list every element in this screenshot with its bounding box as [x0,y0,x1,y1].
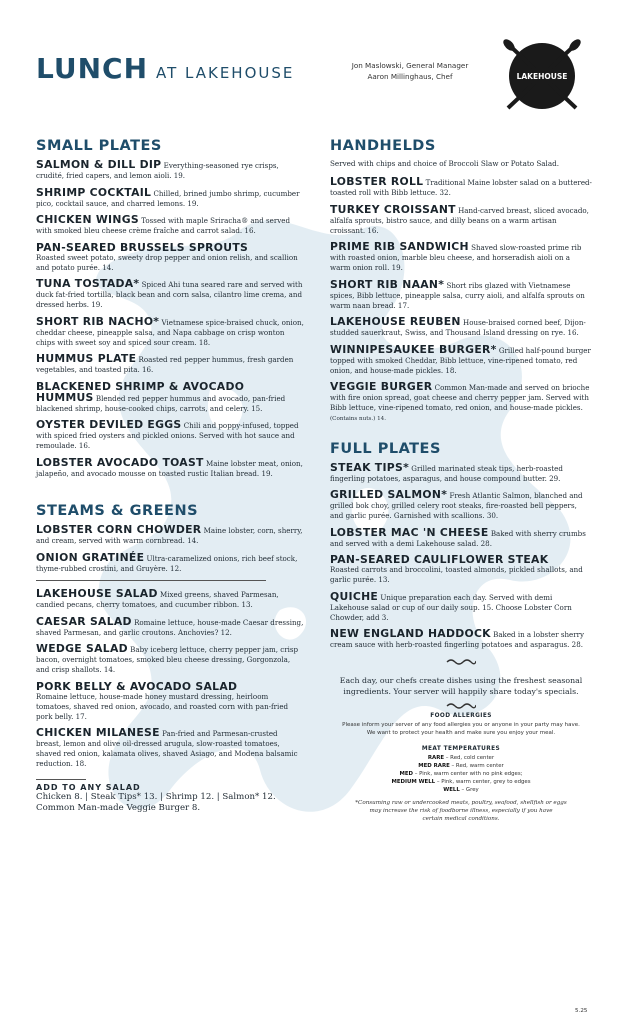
wave-divider-icon [446,657,476,665]
menu-item: HUMMUS PLATE Roasted red pepper hummus, fresh garden vegetables, and toasted pita. 16. [36,352,294,374]
temp-row: MEDIUM WELL – Pink, warm center, grey to edges [391,779,531,786]
addon-divider [36,779,86,780]
menu-version: 5.25 [575,1008,588,1014]
allergy-line: Please inform your server of any food allergies you or anyone in your party may have. [342,721,580,728]
menu-item: SHRIMP COCKTAIL Chilled, brined jumbo shrimp, cucumber pico, cocktail sauce, and charred lemons. 19. [36,185,300,208]
menu-item: ONION GRATINÉE Ultra-caramelized onions, rich beef stock, thyme-rubbed crostini, and Gruyère. 12. [36,550,298,573]
menu-item: LOBSTER CORN CHOWDER Maine lobster, corn, sherry, and cream, served with warm cornbread. 14. [36,523,303,545]
menu-item: BLACKENED SHRIMP & AVOCADO HUMMUS Blended red pepper hummus and avocado, pan-fried blackened shrimp, house-cooked chips, carrots, and celery. 15. [36,379,286,413]
menu-item: LAKEHOUSE SALAD Mixed greens, shaved Parmesan, candied pecans, cherry tomatoes, and cucumber ribbon. 13. [36,587,279,609]
chef: Aaron Millinghaus, Chef [367,72,453,81]
menu-item: WINNIPESAUKEE BURGER* Grilled half-pound burger topped with smoked Cheddar, Bibb lettuce, vine-ripened tomato, red onion, and house-made pickles. 18. [330,342,591,375]
menu-item: STEAK TIPS* Grilled marinated steak tips, herb-roasted fingerling potatoes, asparagus, and house compound butter. 29. [330,460,563,483]
general-manager: Jon Maslowski, General Manager [351,61,469,70]
meat-temperature-list [330,754,592,795]
addon-line: Common Man-made Veggie Burger 8. [36,803,201,813]
menu-item: CAESAR SALAD Romaine lettuce, house-made Caesar dressing, shaved Parmesan, and garlic croutons. Anchovies? 12. [36,614,304,637]
menu-item: OYSTER DEVILED EGGS Chili and poppy-infused, topped with spiced fried oysters and pickled onions. Served with hot sauce and remoulade. 16. [36,418,299,450]
menu-item: LOBSTER MAC 'N CHEESE Baked with sherry crumbs and served with a demi Lakehouse salad. 28. [330,525,586,548]
menu-item: SHORT RIB NAAN* Short ribs glazed with Vietnamese spices, Bibb lettuce, pineapple salsa, curry aioli, and alfalfa sprouts on warm naan bread. 17. [330,277,585,310]
menu-item: GRILLED SALMON* Fresh Atlantic Salmon, blanched and grilled bok choy, grilled celery root steaks, fire-roasted bell peppers, and garlic purée. Garnished with scallions. 30. [330,488,583,520]
temp-row: MED RARE – Red, warm center [418,762,504,769]
food-allergies-title: FOOD ALLERGIES [430,712,492,719]
menu-item: SALMON & DILL DIP Everything-seasoned rye crisps, crudité, fried capers, and lemon aioli. 19. [36,158,279,180]
small-plates-title: SMALL PLATES [36,138,162,154]
handhelds-title: HANDHELDS [330,138,436,154]
section-divider [36,580,266,581]
menu-item: QUICHE Unique preparation each day. Served with demi Lakehouse salad or cup of our daily soup. 15. Choose Lobster Corn Chowder, add 3. [330,589,572,622]
menu-item: NEW ENGLAND HADDOCK Baked in a lobster sherry cream sauce with herb-roasted fingerling potatoes and asparagus. 28. [330,627,585,649]
lakehouse-logo-icon [500,38,584,114]
menu-item: VEGGIE BURGER Common Man-made and served on brioche with fire onion spread, goat cheese and cherry pepper jam. Served with Bibb lettuce, vine-ripened tomato, red onion, and house-made pickles. (Contains nuts.) 14. [330,380,590,422]
menu-item: PORK BELLY & AVOCADO SALAD Romaine lettuce, house-made honey mustard dressing, heirloom tomatoes, shaved red onion, avocado, and roasted corn with pan-fried pork belly. 17. [36,679,289,721]
menu-item: TUNA TOSTADA* Spiced Ahi tuna seared rare and served with duck fat-fried tortilla, black bean and corn salsa, cilantro lime crema, and dressed herbs. 19. [36,277,303,309]
menu-title [36,52,294,85]
menu-item: LOBSTER ROLL Traditional Maine lobster salad on a buttered-toasted roll with Bibb lettuce. 32. [330,175,592,197]
full-plates-title: FULL PLATES [330,440,441,457]
temp-row: WELL – Grey [443,787,479,794]
right-column [330,138,592,823]
menu-item: CHICKEN MILANESE Pan-fried and Parmesan-crusted breast, lemon and olive oil-dressed arugula, slow-roasted tomatoes, shaved red onion, kalamata olives, shaved Asiago, and Modena balsamic reduction. 18. [36,726,298,768]
menu-item: PAN-SEARED BRUSSELS SPROUTS Roasted sweet potato, sweety drop pepper and onion relish, and scallion and potato purée. 14. [36,240,298,272]
handhelds-subtitle: Served with chips and choice of Broccoli Slaw or Potato Salad. [330,159,560,168]
title-lunch: LUNCH [36,52,148,85]
addon-title: ADD TO ANY SALAD [36,783,141,792]
daily-specials-text: Each day, our chefs create dishes using the freshest seasonal ingredients. Your server will happily share today's specials. [339,675,583,696]
menu-item: PRIME RIB SANDWICH Shaved slow-roasted prime rib with roasted onion, marble bleu cheese, and horseradish aioli on a warm onion roll. 19. [330,240,582,272]
wave-divider-icon [446,701,476,709]
meat-temperatures-title: MEAT TEMPERATURES [421,745,501,752]
menu-item: CHICKEN WINGS Tossed with maple Sriracha® and served with smoked bleu cheese crème fraîche and carrot salad. 16. [36,213,291,235]
allergy-line: We want to protect your health and make sure you enjoy your meal. [366,730,556,736]
left-column [36,138,304,814]
title-at-lakehouse: AT LAKEHOUSE [156,64,295,82]
menu-item: TURKEY CROISSANT Hand-carved breast, sliced avocado, alfalfa sprouts, bistro sauce, and dilly beans on a warm artisan croissant. 16. [330,202,589,235]
logo-text: LAKEHOUSE [516,72,568,81]
menu-item: LOBSTER AVOCADO TOAST Maine lobster meat, onion, jalapeño, and avocado mousse on toasted rustic Italian bread. 19. [36,455,303,478]
addon-line: Chicken 8. | Steak Tips* 13. | Shrimp 12. | Salmon* 12. [36,792,276,802]
consumer-advisory: *Consuming raw or undercooked meats, poultry, seafood, shellfish or eggs may increase the risk of foodborne illness, especially if you have certain medical conditions. [355,799,567,822]
staff-credits [330,60,490,82]
menu-item: WEDGE SALAD Baby iceberg lettuce, cherry pepper jam, crisp bacon, overnight tomatoes, smoked bleu cheese dressing, Gorgonzola, and crisp shallots. 14. [36,642,299,674]
menu-item: SHORT RIB NACHO* Vietnamese spice-braised chuck, onion, cheddar cheese, pineapple salsa, and Napa cabbage on crisp wonton chips with sweet soy and spiced sour cream. 18. [36,314,304,347]
menu-item: LAKEHOUSE REUBEN House-braised corned beef, Dijon-studded sauerkraut, Swiss, and Thousand Island dressing on rye. 16. [330,315,586,337]
menu-item: PAN-SEARED CAULIFLOWER STEAK Roasted carrots and broccolini, toasted almonds, pickled shallots, and garlic purée. 13. [330,553,583,584]
steams-greens-title: STEAMS & GREENS [36,503,199,519]
temp-row: RARE – Red, cold center [427,754,495,761]
temp-row: MED – Pink, warm center with no pink edges; [399,770,523,777]
